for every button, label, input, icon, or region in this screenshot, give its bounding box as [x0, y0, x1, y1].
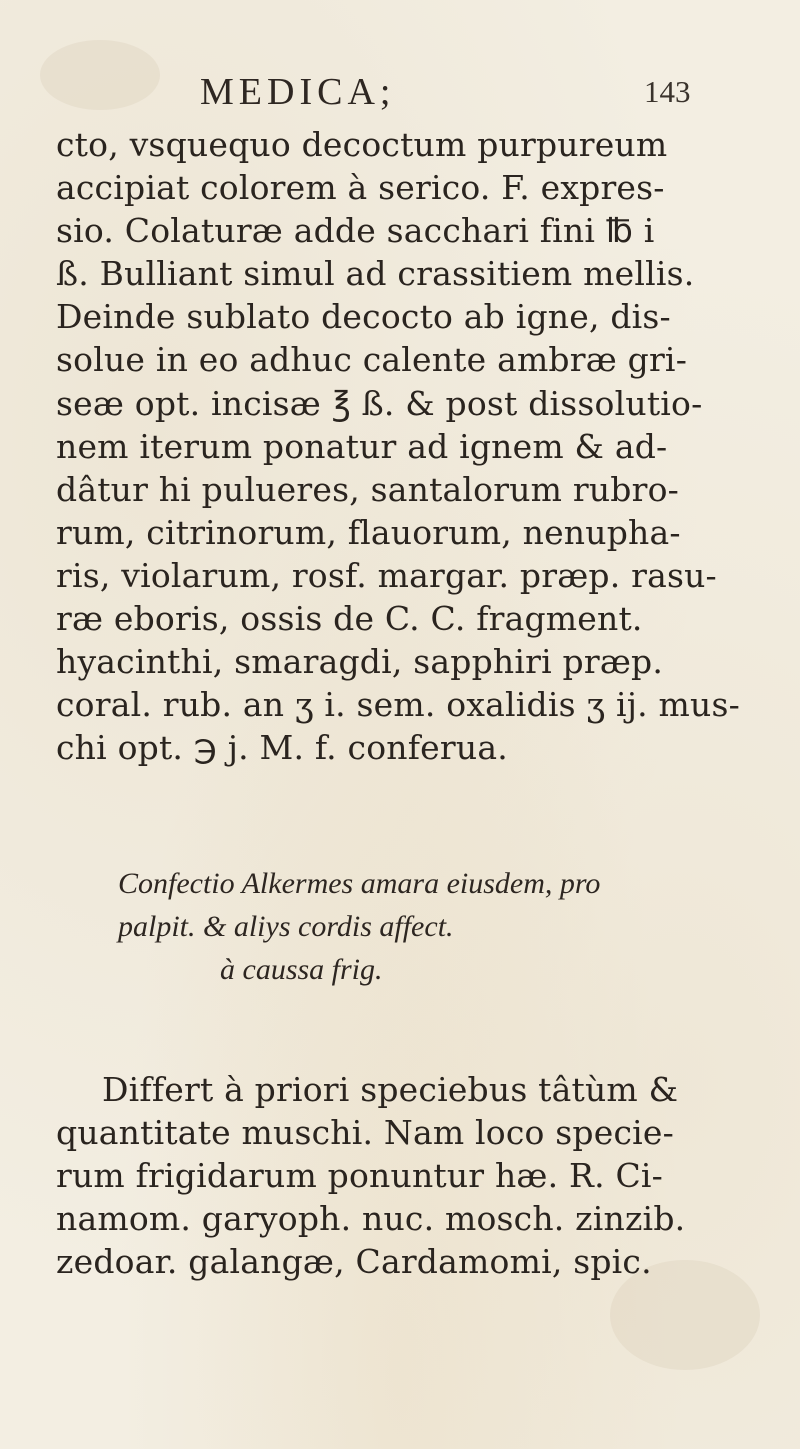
recipe-text-2 — [56, 1068, 756, 1283]
text-line: coral. rub. an ʒ i. sem. oxalidis ʒ ij. mus- — [56, 685, 740, 725]
page-header — [0, 70, 800, 118]
text-line: ris, violarum, rosf. margar. præp. rasu- — [56, 555, 717, 595]
text-line: nem iterum ponatur ad ignem & ad- — [56, 426, 668, 466]
text-line: cto, vsquequo decoctum purpureum — [56, 125, 668, 164]
section-title-line: à caussa frig. — [220, 953, 383, 986]
page-number: 143 — [644, 74, 691, 109]
text-line: accipiat colorem à serico. F. expres- — [56, 168, 665, 208]
text-line: Deinde sublato decocto ab igne, dis- — [56, 297, 671, 337]
text-line: dâtur hi pulueres, santalorum rubro- — [56, 469, 679, 509]
text-line: rum frigidarum ponuntur hæ. R. Ci- — [56, 1156, 664, 1196]
section-title — [118, 862, 738, 991]
text-line: sio. Colaturæ adde sacchari fini ℔ i — [56, 211, 655, 251]
text-line: seæ opt. incisæ ℥ ß. & post dissolutio- — [56, 383, 703, 423]
text-line: quantitate muschi. Nam loco specie- — [56, 1113, 674, 1153]
text-line: zedoar. galangæ, Cardamomi, spic. — [56, 1242, 652, 1282]
text-line: chi opt. ℈ j. M. f. conferua. — [56, 728, 508, 768]
text-line: ræ eboris, ossis de C. C. fragment. — [56, 599, 643, 639]
running-head: MEDICA; — [200, 71, 396, 113]
text-line: Differt à priori speciebus tâtùm & — [102, 1070, 679, 1109]
section-title-line: Confectio Alkermes amara eiusdem, pro — [118, 867, 601, 900]
text-line: hyacinthi, smaragdi, sapphiri præp. — [56, 642, 664, 682]
text-line: solue in eo adhuc calente ambræ gri- — [56, 340, 688, 380]
section-title-line: palpit. & aliys cordis affect. — [118, 910, 454, 943]
text-line: ß. Bulliant simul ad crassitiem mellis. — [56, 254, 695, 294]
text-line: namom. garyoph. nuc. mosch. zinzib. — [56, 1199, 686, 1239]
recipe-text — [56, 123, 756, 769]
text-line: rum, citrinorum, flauorum, nenupha- — [56, 512, 681, 552]
